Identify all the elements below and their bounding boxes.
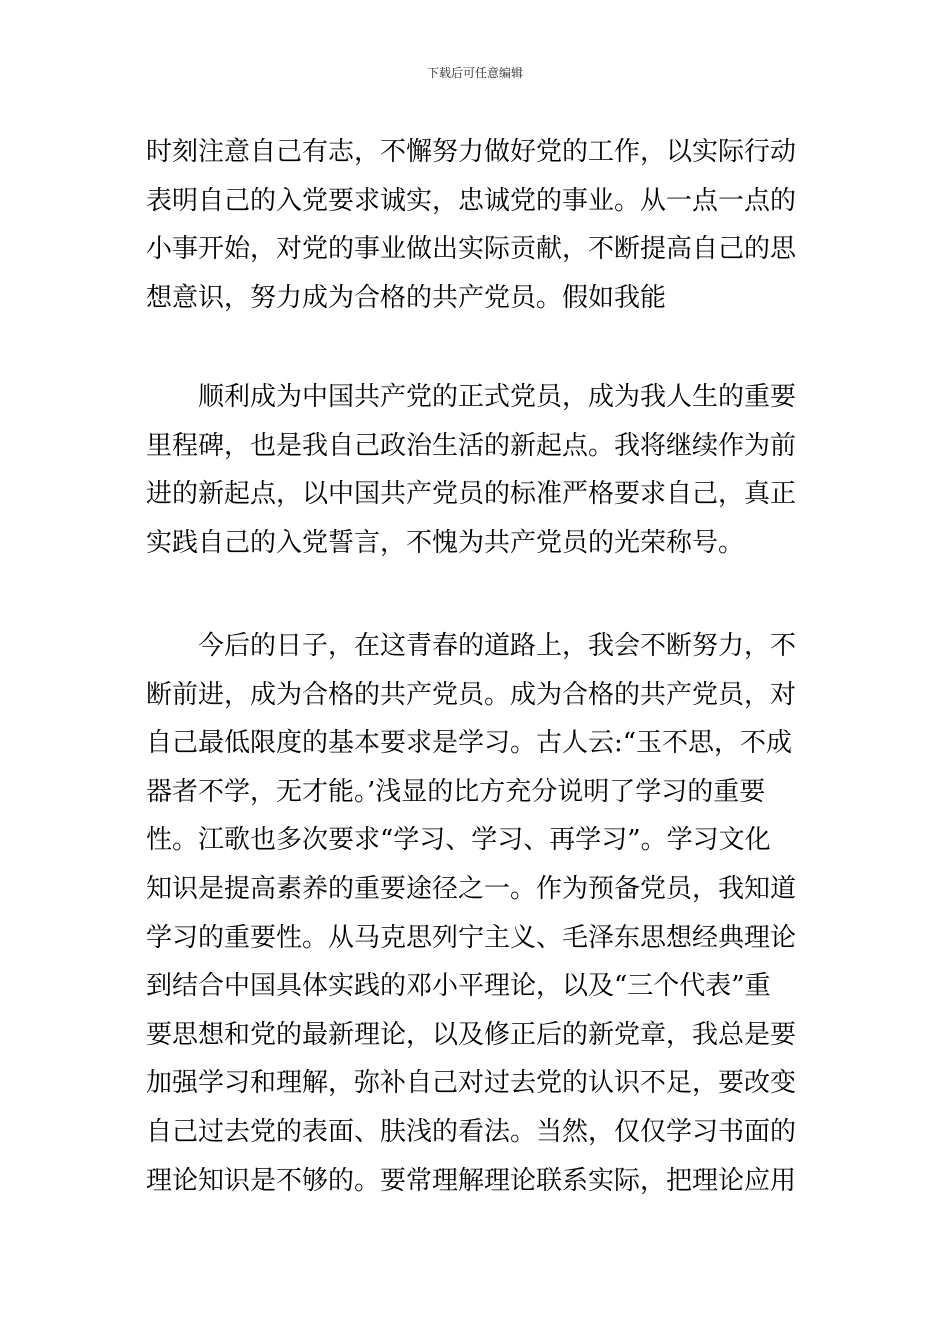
text-line: 学习的重要性。从马克思列宁主义、毛泽东思想经典理论 [146,922,797,953]
text-line: 自己过去党的表面、肤浅的看法。当然，仅仅学习书面的 [146,1116,797,1147]
text-line: 理论知识是不够的。要常理解理论联系实际，把理论应用 [146,1165,797,1196]
text-line: 性。江歌也多次要求“学习、学习、再学习”。学习文化 [146,825,771,856]
text-line: 想意识，努力成为合格的共产党员。假如我能 [146,282,667,313]
text-line: 加强学习和理解，弥补自己对过去党的认识不足，要改变 [146,1068,797,1099]
paragraph-2 [146,373,816,567]
text-line: 到结合中国具体实践的邓小平理论，以及“三个代表”重 [146,971,771,1002]
text-line: 自己最低限度的基本要求是学习。古人云:“玉不思，不成 [146,728,793,759]
text-line: 实践自己的入党誓言，不愧为共产党员的光荣称号。 [146,527,745,558]
text-line: 小事开始，对党的事业做出实际贡献，不断提高自己的思 [146,234,797,265]
paragraph-3 [146,622,816,1205]
text-line: 断前进，成为合格的共产党员。成为合格的共产党员，对 [146,679,797,710]
text-line: 顺利成为中国共产党的正式党员，成为我人生的重要 [198,382,797,412]
text-line: 今后的日子，在这青春的道路上，我会不断努力，不 [198,631,797,661]
text-line: 知识是提高素养的重要途径之一。作为预备党员，我知道 [146,873,797,904]
text-line: 器者不学，无才能。’浅显的比方充分说明了学习的重要 [146,776,766,807]
paragraph-1 [146,128,816,322]
text-line: 里程碑，也是我自己政治生活的新起点。我将继续作为前 [146,430,797,461]
text-line: 进的新起点，以中国共产党员的标准严格要求自己，真正 [146,479,797,510]
text-line: 时刻注意自己有志，不懈努力做好党的工作，以实际行动 [146,137,797,167]
page-header: 下载后可任意编辑 [426,66,523,80]
text-line: 表明自己的入党要求诚实，忠诚党的事业。从一点一点的 [146,185,797,216]
text-line: 要思想和党的最新理论，以及修正后的新党章，我总是要 [146,1019,797,1050]
